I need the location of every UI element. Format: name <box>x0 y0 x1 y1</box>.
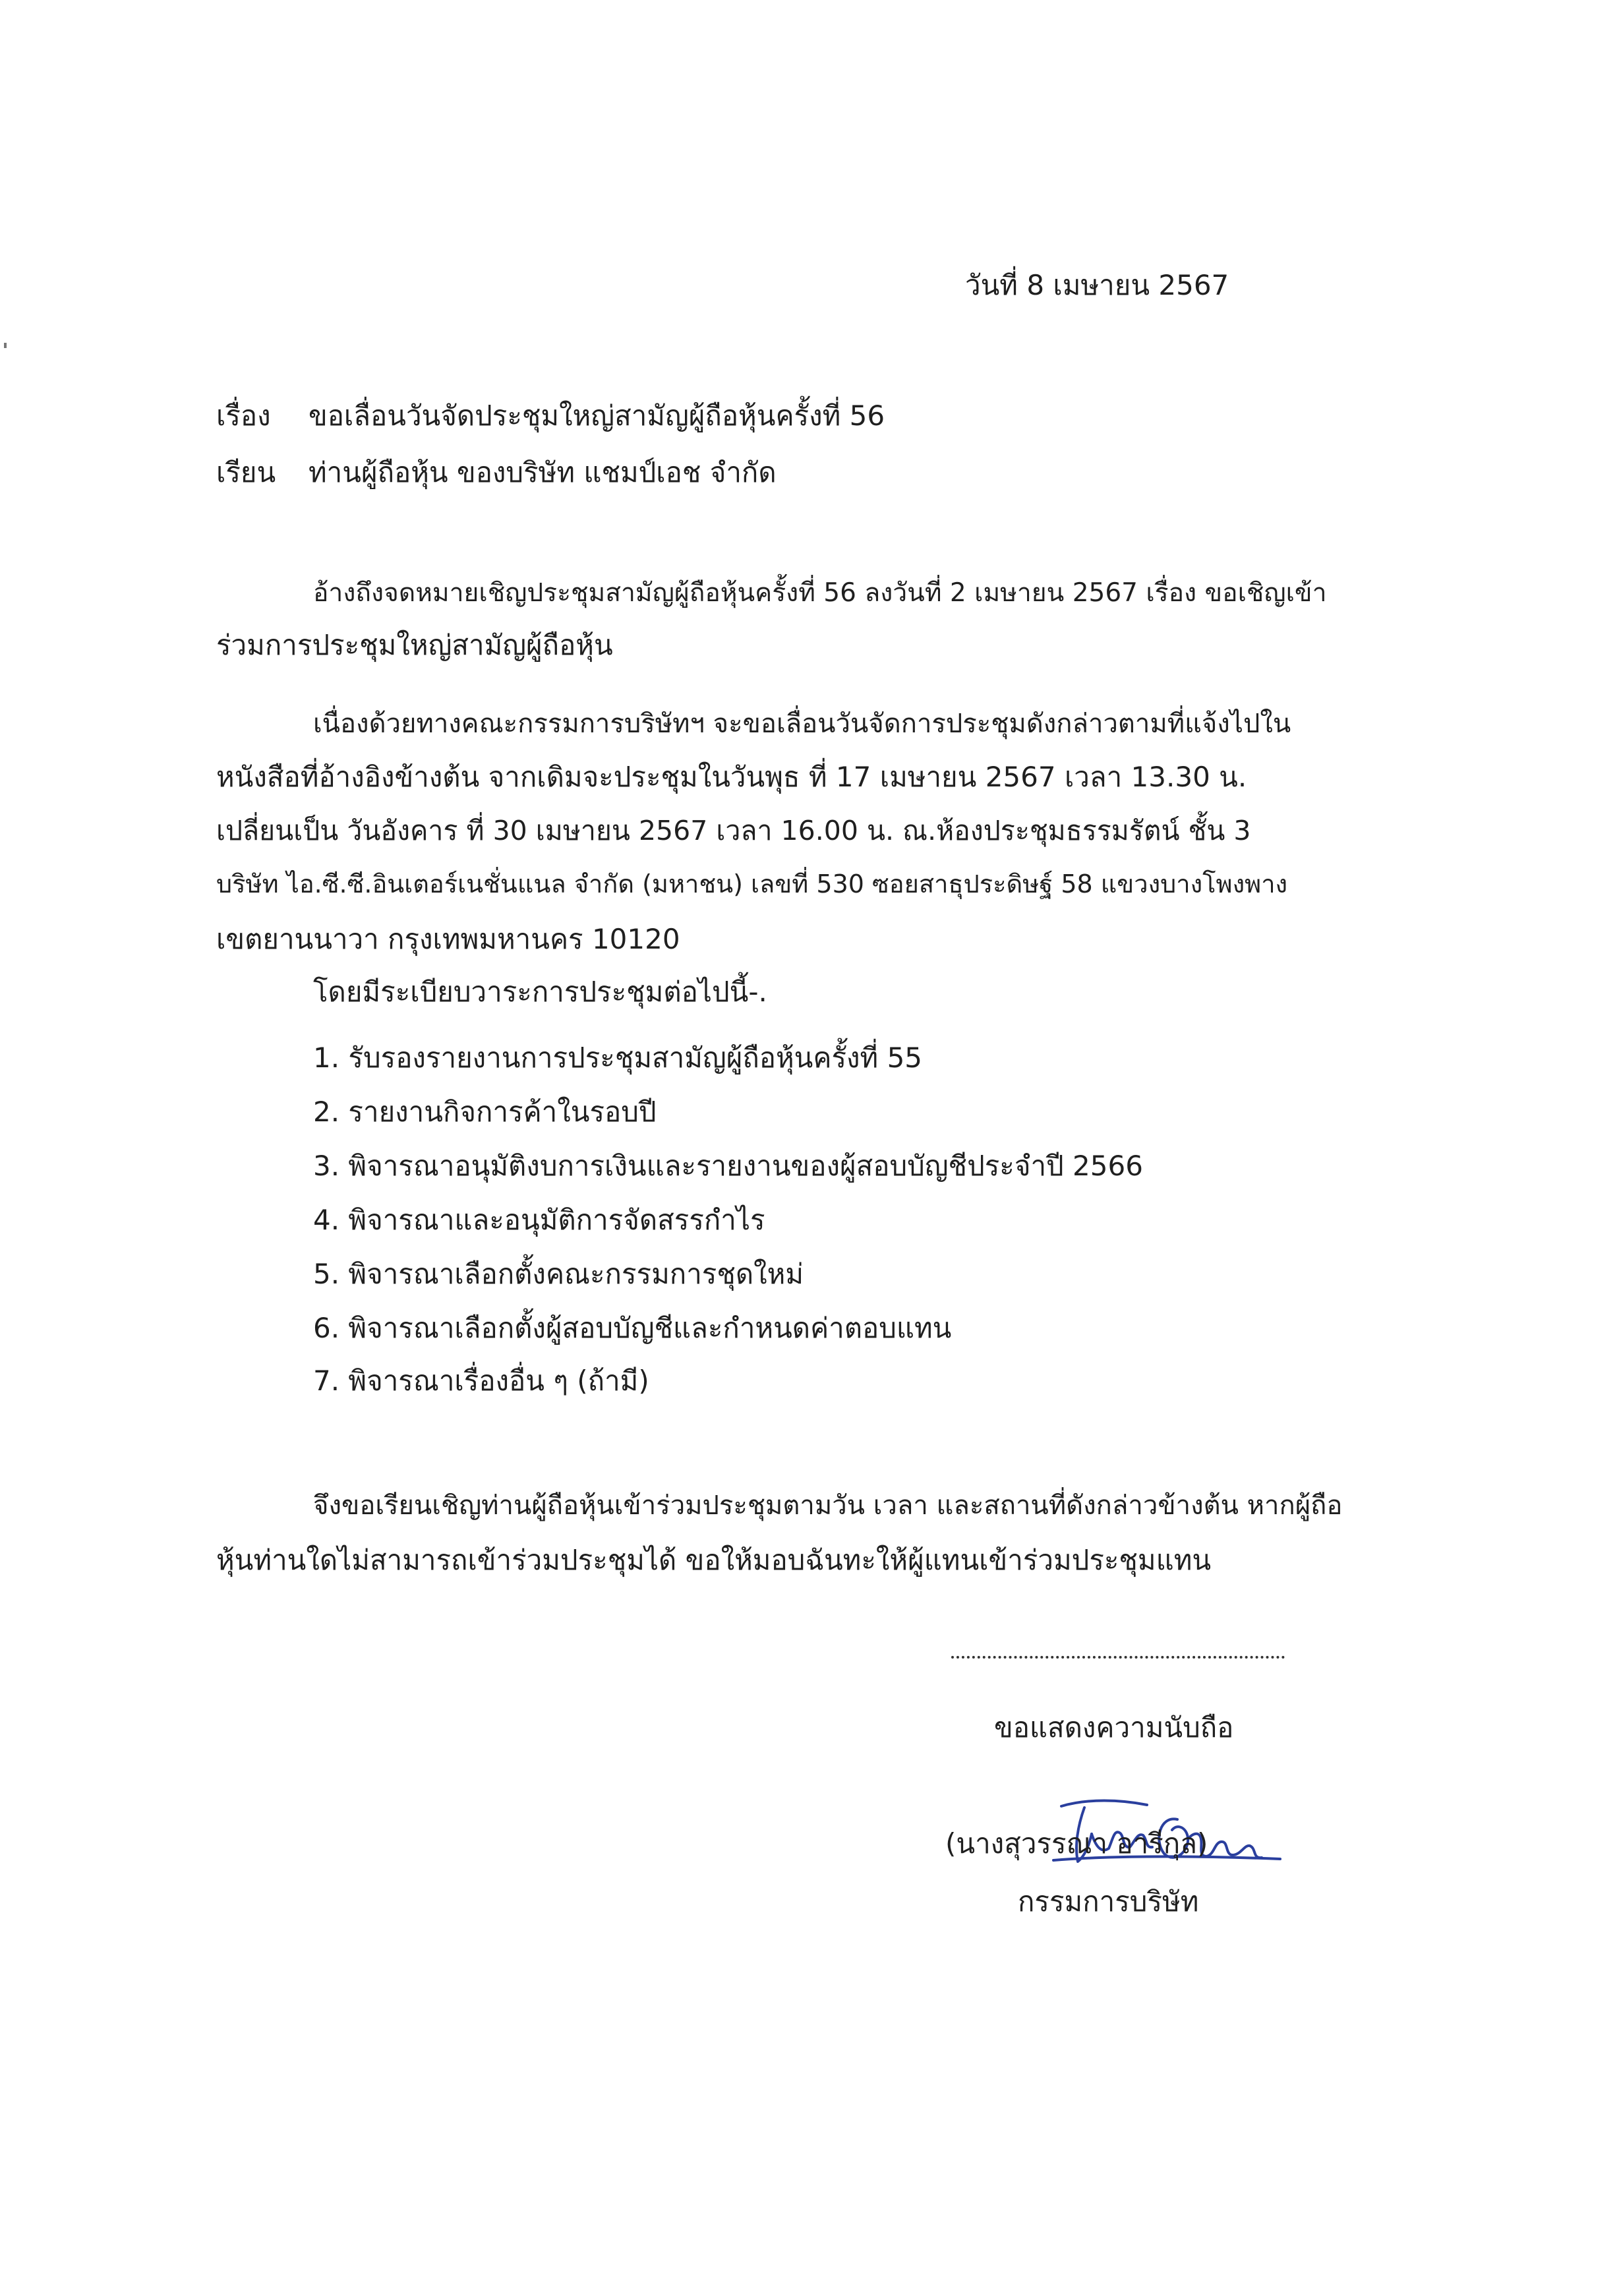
invitation-paragraph-line-2: หุ้นท่านใดไม่สามารถเข้าร่วมประชุมได้ ขอให้มอบฉันทะให้ผู้แทนเข้าร่วมประชุมแทน <box>216 1544 1212 1576</box>
subject-line <box>216 399 885 432</box>
postpone-paragraph-line-5: เขตยานนาวา กรุงเทพมหานคร 10120 <box>216 923 680 955</box>
agenda-item: 4. พิจารณาและอนุมัติการจัดสรรกำไร <box>313 1204 765 1236</box>
agenda-intro: โดยมีระเบียบวาระการประชุมต่อไปนี้-. <box>313 976 767 1008</box>
agenda-item: 7. พิจารณาเรื่องอื่น ๆ (ถ้ามี) <box>313 1365 649 1397</box>
recipient-text: ท่านผู้ถือหุ้น ของบริษัท แชมป์เอช จำกัด <box>309 456 777 488</box>
signature-dotted-line <box>951 1656 1285 1659</box>
postpone-paragraph-line-1: เนื่องด้วยทางคณะกรรมการบริษัทฯ จะขอเลื่อนวันจัดการประชุมดังกล่าวตามที่แจ้งไปใน <box>313 709 1291 739</box>
postpone-paragraph-line-3: เปลี่ยนเป็น วันอังคาร ที่ 30 เมษายน 2567 เวลา 16.00 น. ณ.ห้องประชุมธรรมรัตน์ ชั้น 3 <box>216 815 1251 846</box>
reference-paragraph-line-1: อ้างถึงจดหมายเชิญประชุมสามัญผู้ถือหุ้นครั้งที่ 56 ลงวันที่ 2 เมษายน 2567 เรื่อง ขอเชิญเข้า <box>313 578 1327 608</box>
recipient-label: เรียน <box>216 456 276 488</box>
subject-label: เรื่อง <box>216 399 271 432</box>
agenda-item: 3. พิจารณาอนุมัติงบการเงินและรายงานของผู้สอบบัญชีประจำปี 2566 <box>313 1150 1143 1182</box>
agenda-item: 1. รับรองรายงานการประชุมสามัญผู้ถือหุ้นครั้งที่ 55 <box>313 1042 923 1074</box>
invitation-paragraph-line-1: จึงขอเรียนเชิญท่านผู้ถือหุ้นเข้าร่วมประชุมตามวัน เวลา และสถานที่ดังกล่าวข้างต้น หากผู้ถือ <box>313 1490 1343 1521</box>
closing-text: ขอแสดงความนับถือ <box>994 1711 1234 1744</box>
signer-name: (นางสุวรรณา อารีกุล) <box>945 1827 1208 1860</box>
agenda-item: 5. พิจารณาเลือกตั้งคณะกรรมการชุดใหม่ <box>313 1258 804 1290</box>
subject-text: ขอเลื่อนวันจัดประชุมใหญ่สามัญผู้ถือหุ้นครั้งที่ 56 <box>309 399 885 432</box>
letter-date: วันที่ 8 เมษายน 2567 <box>965 269 1229 301</box>
signer-title: กรรมการบริษัท <box>1018 1885 1199 1918</box>
agenda-item: 6. พิจารณาเลือกตั้งผู้สอบบัญชีและกำหนดค่าตอบแทน <box>313 1312 952 1344</box>
scan-mark <box>4 343 7 348</box>
agenda-item: 2. รายงานกิจการค้าในรอบปี <box>313 1096 657 1128</box>
postpone-paragraph-line-4: บริษัท ไอ.ซี.ซี.อินเตอร์เนชั่นแนล จำกัด (มหาชน) เลขที่ 530 ซอยสาธุประดิษฐ์ 58 แขวงบางโพงพาง <box>216 869 1288 898</box>
recipient-line <box>216 456 777 488</box>
reference-paragraph-line-2: ร่วมการประชุมใหญ่สามัญผู้ถือหุ้น <box>216 629 613 661</box>
postpone-paragraph-line-2: หนังสือที่อ้างอิงข้างต้น จากเดิมจะประชุมในวันพุธ ที่ 17 เมษายน 2567 เวลา 13.30 น. <box>216 761 1247 793</box>
